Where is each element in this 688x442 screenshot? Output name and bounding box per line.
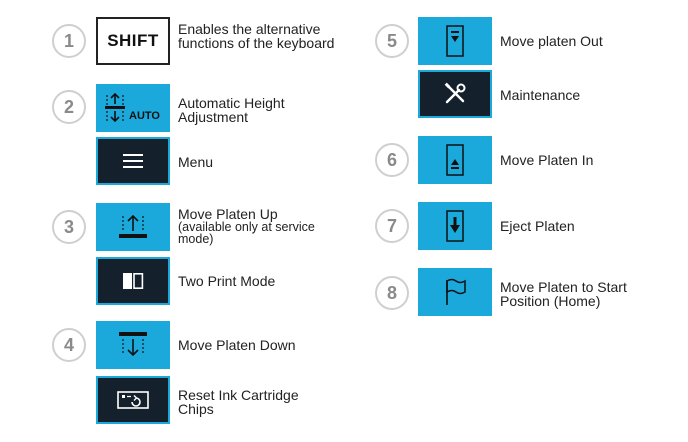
- menu-button[interactable]: [96, 137, 170, 185]
- shift-button[interactable]: [96, 17, 170, 65]
- wrench-screwdriver-icon: [443, 82, 467, 106]
- platen-down-icon: [115, 329, 151, 361]
- number-badge-4: 4: [52, 328, 86, 362]
- number-badge-1: 1: [52, 24, 86, 58]
- platen-in-button[interactable]: [418, 136, 492, 184]
- number-badge-7: 7: [375, 209, 409, 243]
- shift-description: Enables the alternative functions of the keyboard: [178, 21, 335, 51]
- platen-up-button[interactable]: [96, 203, 170, 251]
- platen-up-note: (available only at service mode): [178, 220, 315, 246]
- auto-height-button[interactable]: [96, 84, 170, 132]
- platen-up-title: Move Platen Up: [178, 206, 278, 222]
- platen-out-label: Move platen Out: [500, 33, 603, 49]
- reset-ink-chips-icon: [116, 389, 150, 411]
- eject-platen-icon: [445, 209, 465, 243]
- reset-ink-chips-label: Reset Ink Cartridge Chips: [178, 387, 299, 417]
- platen-out-icon: [445, 24, 465, 58]
- number-badge-2: 2: [52, 90, 86, 124]
- platen-down-button[interactable]: [96, 321, 170, 369]
- auto-text: AUTO: [129, 110, 160, 122]
- flag-icon: [442, 277, 468, 307]
- platen-out-button[interactable]: [418, 17, 492, 65]
- platen-up-icon: [115, 211, 151, 243]
- maintenance-button[interactable]: [418, 70, 492, 118]
- shift-key-label: SHIFT: [107, 31, 159, 50]
- eject-platen-button[interactable]: [418, 202, 492, 250]
- two-print-mode-button[interactable]: [96, 257, 170, 305]
- platen-in-icon: [445, 143, 465, 177]
- number-badge-8: 8: [375, 276, 409, 310]
- platen-down-label: Move Platen Down: [178, 337, 296, 353]
- platen-in-label: Move Platen In: [500, 152, 594, 168]
- auto-height-label: Automatic Height Adjustment: [178, 95, 285, 125]
- platen-up-label: [178, 207, 338, 245]
- two-print-mode-icon: [122, 271, 144, 291]
- eject-platen-label: Eject Platen: [500, 218, 575, 234]
- number-badge-3: 3: [52, 210, 86, 244]
- menu-label: Menu: [178, 154, 214, 170]
- menu-icon: [121, 152, 145, 170]
- maintenance-label: Maintenance: [500, 87, 581, 103]
- reset-ink-chips-button[interactable]: [96, 376, 170, 424]
- two-print-mode-label: Two Print Mode: [178, 273, 276, 289]
- number-badge-6: 6: [375, 143, 409, 177]
- home-position-label: Move Platen to Start Position (Home): [500, 279, 627, 309]
- auto-height-icon: [103, 91, 163, 125]
- number-badge-5: 5: [375, 24, 409, 58]
- home-position-button[interactable]: [418, 268, 492, 316]
